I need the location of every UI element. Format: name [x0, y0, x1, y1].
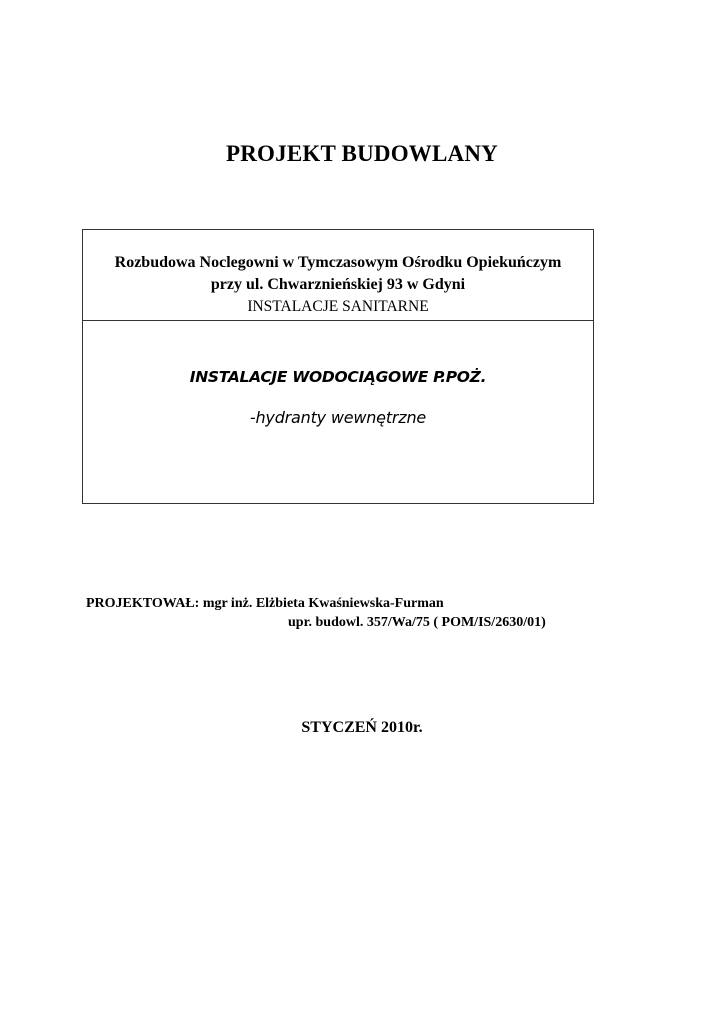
installation-section: [83, 321, 593, 504]
project-discipline-line: INSTALACJE SANITARNE: [247, 298, 429, 315]
installation-subtitle: -hydranty wewnętrzne: [249, 408, 427, 427]
document-title: PROJEKT BUDOWLANY: [226, 141, 498, 166]
installation-title: INSTALACJE WODOCIĄGOWE P.POŻ.: [189, 368, 487, 386]
project-description-section: [83, 230, 593, 321]
project-address-line: przy ul. Chwarznieńskiej 93 w Gdyni: [210, 276, 466, 293]
designer-license: upr. budowl. 357/Wa/75 ( POM/IS/2630/01): [288, 615, 546, 630]
document-date: STYCZEŃ 2010r.: [301, 719, 423, 736]
designer-line: PROJEKTOWAŁ: mgr inż. Elżbieta Kwaśniewska-Furman: [86, 596, 444, 611]
project-name-line: Rozbudowa Noclegowni w Tymczasowym Ośrodku Opiekuńczym: [114, 254, 562, 271]
project-info-box: [82, 229, 594, 504]
